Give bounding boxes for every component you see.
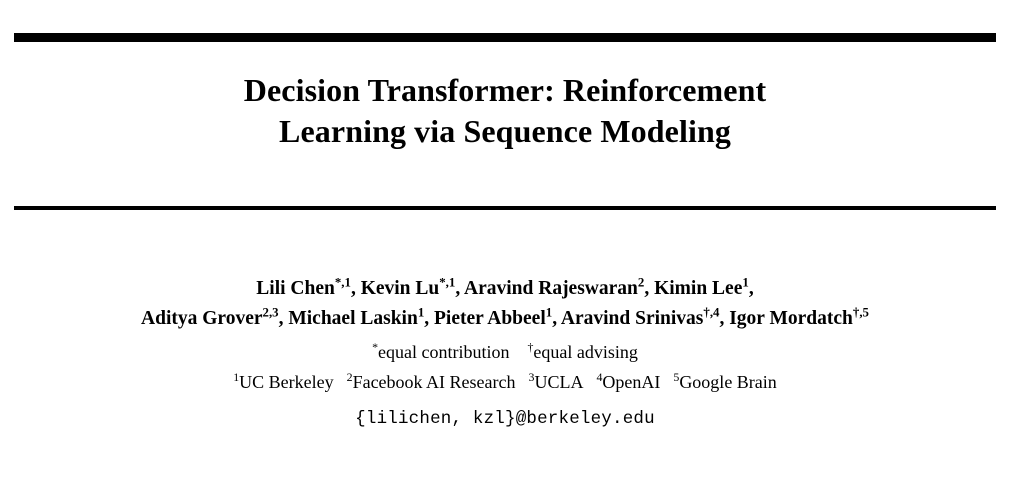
paper-title bbox=[0, 70, 1010, 152]
affiliation-name: UC Berkeley bbox=[239, 372, 334, 393]
author-separator: , bbox=[644, 278, 655, 299]
author-affiliation-mark: 1 bbox=[417, 305, 425, 320]
author-line-1 bbox=[0, 274, 1010, 304]
affiliation-mark: 5 bbox=[673, 370, 680, 385]
contribution-text: equal advising bbox=[533, 342, 638, 363]
author-name: Aravind Rajeswaran bbox=[464, 278, 638, 299]
affiliation-name: UCLA bbox=[534, 372, 584, 393]
author-separator: , bbox=[424, 308, 435, 330]
author-block bbox=[0, 274, 1010, 429]
author-separator: , bbox=[278, 308, 289, 330]
title-separator-rule bbox=[14, 206, 996, 210]
affiliation-mark: 4 bbox=[596, 370, 603, 385]
contribution-mark: * bbox=[372, 340, 379, 355]
author-affiliation-mark: *,1 bbox=[439, 275, 456, 290]
author-name: Aditya Grover bbox=[141, 308, 263, 330]
affiliation-mark: 3 bbox=[528, 370, 535, 385]
author-name: Igor Mordatch bbox=[729, 308, 853, 330]
contribution-mark: † bbox=[527, 340, 534, 355]
author-name: Kimin Lee bbox=[654, 278, 743, 299]
author-separator: , bbox=[748, 278, 754, 299]
author-separator: , bbox=[719, 308, 730, 330]
author-name: Kevin Lu bbox=[360, 278, 440, 299]
author-affiliation-mark: 1 bbox=[742, 275, 749, 290]
author-line-2 bbox=[0, 304, 1010, 334]
author-name: Pieter Abbeel bbox=[434, 308, 546, 330]
title-line-2: Learning via Sequence Modeling bbox=[279, 112, 731, 149]
contribution-text: equal contribution bbox=[378, 342, 510, 363]
affiliation-name: OpenAI bbox=[602, 372, 661, 393]
author-affiliation-mark: 2 bbox=[637, 275, 645, 290]
title-line-1: Decision Transformer: Reinforcement bbox=[243, 72, 767, 108]
author-affiliation-mark: 1 bbox=[545, 305, 553, 320]
author-separator: , bbox=[552, 308, 561, 330]
affiliation-mark: 1 bbox=[233, 370, 240, 385]
author-separator: , bbox=[455, 278, 465, 299]
author-affiliation-mark: 2,3 bbox=[262, 305, 279, 320]
contribution-notes bbox=[0, 342, 1010, 363]
author-name: Lili Chen bbox=[256, 278, 335, 299]
contact-email bbox=[0, 409, 1010, 429]
email-text: {lilichen, kzl}@berkeley.edu bbox=[355, 409, 655, 430]
author-affiliation-mark: †,4 bbox=[703, 305, 720, 320]
author-name: Michael Laskin bbox=[288, 308, 418, 330]
author-separator: , bbox=[350, 278, 361, 299]
affiliation-list bbox=[0, 372, 1010, 393]
affiliation-name: Facebook AI Research bbox=[352, 372, 516, 393]
affiliation-mark: 2 bbox=[346, 370, 353, 385]
top-rule bbox=[14, 33, 996, 42]
author-affiliation-mark: †,5 bbox=[852, 305, 869, 320]
affiliation-name: Google Brain bbox=[679, 372, 777, 393]
author-affiliation-mark: *,1 bbox=[334, 275, 351, 290]
author-name: Aravind Srinivas bbox=[560, 308, 704, 330]
